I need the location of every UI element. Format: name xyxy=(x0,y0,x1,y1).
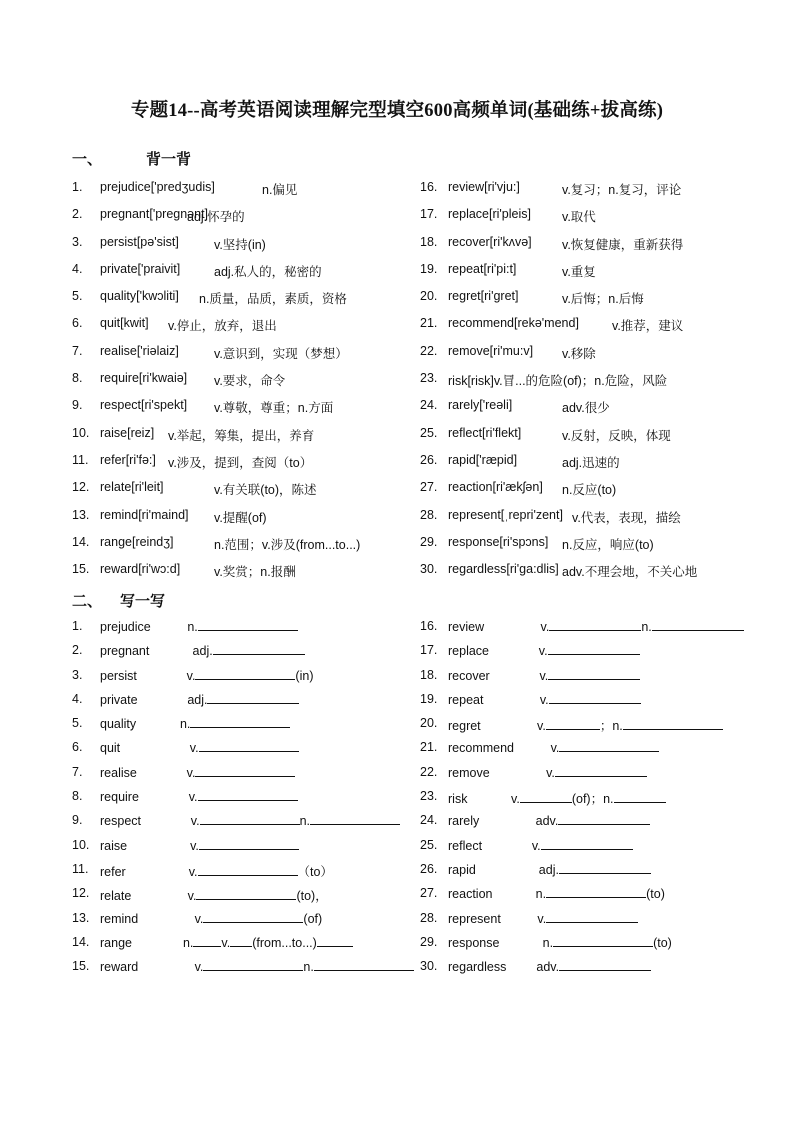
answer-blank[interactable] xyxy=(548,668,640,680)
practice-line xyxy=(100,886,328,904)
entry-number: 25. xyxy=(420,425,438,440)
entry-number: 1. xyxy=(72,180,83,194)
answer-blank[interactable] xyxy=(520,791,572,803)
entry-word: remove xyxy=(448,765,490,780)
blank-suffix: n. xyxy=(299,814,311,829)
entry-number: 29. xyxy=(420,934,438,949)
entry-word: reward[ri'wɔ:d] xyxy=(100,562,181,577)
entry-number: 9. xyxy=(72,398,83,413)
entry-word: persist xyxy=(100,668,137,683)
entry-word: repeat[ri'pi:t] xyxy=(448,261,517,276)
entry-word: repeat xyxy=(448,692,484,707)
answer-blank[interactable] xyxy=(213,643,305,655)
entry-word: require[ri'kwaiə] xyxy=(100,371,188,386)
entry-word: reflect[ri'flekt] xyxy=(448,425,522,440)
entry-number: 16. xyxy=(420,619,438,633)
entry-word: replace xyxy=(448,644,489,659)
entry-number: 8. xyxy=(72,789,83,804)
entry-word: recover xyxy=(448,668,490,683)
practice-line xyxy=(448,935,672,950)
answer-blank[interactable] xyxy=(230,935,252,947)
entry-number: 16. xyxy=(420,180,438,194)
entry-number: 15. xyxy=(72,562,90,577)
entry-word: raise xyxy=(100,838,128,853)
part-of-speech: v. xyxy=(188,790,198,805)
entry-meaning: v.尊敬，尊重；n.方面 xyxy=(214,401,334,416)
practice-line xyxy=(100,838,299,853)
entry-number: 12. xyxy=(72,480,90,495)
blank-suffix: v. xyxy=(221,935,231,950)
entry-number: 11. xyxy=(72,452,89,467)
answer-blank[interactable] xyxy=(198,789,298,801)
entry-meaning: adj.私人的，秘密的 xyxy=(214,264,322,279)
entry-word: risk[risk]v.冒...的危险(of)；n.危险，风险 xyxy=(448,374,668,389)
practice-line xyxy=(100,619,298,634)
answer-blank[interactable] xyxy=(198,864,298,876)
answer-blank[interactable] xyxy=(207,692,299,704)
entry-meaning: v.推荐，建议 xyxy=(612,319,684,334)
entry-number: 26. xyxy=(420,861,438,876)
practice-line xyxy=(100,862,333,880)
entry-meaning: n.范围；v.涉及(from...to...) xyxy=(214,537,361,552)
practice-line xyxy=(100,911,322,926)
answer-blank[interactable] xyxy=(203,959,303,971)
answer-blank[interactable] xyxy=(198,619,298,631)
entry-number: 8. xyxy=(72,371,83,386)
entry-word: remind[ri'maind] xyxy=(100,507,189,522)
practice-line xyxy=(448,959,651,974)
entry-word: range[reindʒ] xyxy=(100,534,174,549)
page-title: 专题14--高考英语阅读理解完型填空600高频单词(基础练+拔高练) xyxy=(130,101,664,121)
entry-word: risk xyxy=(448,792,468,807)
practice-line xyxy=(100,740,299,755)
entry-number: 30. xyxy=(420,959,438,974)
entry-number: 26. xyxy=(420,452,438,467)
entry-number: 12. xyxy=(72,886,90,901)
entry-meaning: v.举起，筹集，提出，养育 xyxy=(168,428,315,443)
part-of-speech: adv. xyxy=(535,814,559,829)
answer-blank[interactable] xyxy=(623,718,723,730)
practice-line xyxy=(100,935,353,950)
entry-number: 20. xyxy=(420,716,438,731)
entry-meaning: v.代表，表现，描绘 xyxy=(572,510,681,525)
entry-word: recommend[rekə'mend] xyxy=(448,316,579,331)
entry-number: 14. xyxy=(72,934,90,949)
practice-line xyxy=(100,716,290,731)
entry-meaning: v.重复 xyxy=(562,264,596,279)
entry-word: reflect xyxy=(448,838,483,853)
entry-number: 3. xyxy=(72,234,83,249)
entry-meaning: v.复习；n.复习，评论 xyxy=(562,183,682,197)
blank-suffix: (of)；n. xyxy=(571,792,614,807)
blank-suffix: （to） xyxy=(297,864,333,879)
practice-line xyxy=(100,643,305,658)
entry-word: require xyxy=(100,790,139,805)
entry-meaning: v.恢复健康，重新获得 xyxy=(562,237,684,252)
part-of-speech: v. xyxy=(186,668,196,683)
entry-number: 2. xyxy=(72,207,83,222)
practice-line xyxy=(448,668,640,683)
entry-number: 13. xyxy=(72,910,90,925)
entry-word: raise[reiz] xyxy=(100,425,155,440)
practice-line xyxy=(448,765,647,780)
entry-number: 4. xyxy=(72,691,83,706)
entry-word: regardless xyxy=(448,960,507,975)
entry-number: 11. xyxy=(72,861,89,876)
entry-word: represent[ˌrepri'zent] xyxy=(448,507,563,522)
entry-word: response[ri'spɔns] xyxy=(448,534,549,549)
entry-meaning: n.质量，品质，素质，资格 xyxy=(199,292,347,307)
entry-word: quality xyxy=(100,717,137,732)
practice-line xyxy=(448,911,638,926)
answer-blank[interactable] xyxy=(546,718,600,730)
part-of-speech: v. xyxy=(190,838,199,853)
entry-meaning: n.偏见 xyxy=(262,183,298,197)
answer-blank[interactable] xyxy=(549,619,641,631)
part-of-speech: adj. xyxy=(192,644,213,659)
part-of-speech: v. xyxy=(188,864,198,879)
practice-line xyxy=(448,643,640,658)
answer-blank[interactable] xyxy=(196,888,296,900)
practice-line xyxy=(448,619,744,634)
answer-blank[interactable] xyxy=(190,716,290,728)
part-of-speech: adj. xyxy=(187,692,208,707)
entry-number: 27. xyxy=(420,480,438,495)
blank-suffix: (to) xyxy=(646,887,665,902)
entry-number: 3. xyxy=(72,667,83,682)
blank-suffix: ；n. xyxy=(599,719,623,734)
entry-word: realise xyxy=(100,765,137,780)
entry-number: 14. xyxy=(72,534,90,549)
part-of-speech: v. xyxy=(540,620,550,634)
entry-word: rarely xyxy=(448,814,480,829)
answer-blank[interactable] xyxy=(559,862,651,874)
part-of-speech: n. xyxy=(182,935,194,950)
entry-word: refer xyxy=(100,864,126,879)
entry-word: rarely['reəli] xyxy=(448,398,513,413)
entry-number: 6. xyxy=(72,740,83,755)
entry-number: 30. xyxy=(420,562,438,577)
practice-line xyxy=(448,813,650,828)
answer-blank[interactable] xyxy=(559,740,659,752)
section-label: 背一背 xyxy=(146,152,192,168)
entry-word: private['praivit] xyxy=(100,261,181,276)
entry-word: persist[pə'sist] xyxy=(100,234,179,249)
entry-number: 7. xyxy=(72,343,83,358)
part-of-speech: v. xyxy=(539,692,549,707)
entry-word: reaction[ri'ækʃən] xyxy=(448,480,543,495)
entry-number: 17. xyxy=(420,207,438,222)
entry-meaning: v.停止，放弃，退出 xyxy=(168,319,277,334)
entry-number: 28. xyxy=(420,507,438,522)
entry-meaning: v.涉及，提到，查阅（to） xyxy=(168,455,313,470)
entry-number: 1. xyxy=(72,619,83,633)
entry-meaning: v.坚持(in) xyxy=(214,237,266,252)
practice-line xyxy=(100,813,400,828)
entry-word: represent xyxy=(448,911,501,926)
part-of-speech: v. xyxy=(189,741,199,756)
entry-number: 24. xyxy=(420,813,438,828)
answer-blank[interactable] xyxy=(555,765,647,777)
part-of-speech: v. xyxy=(187,889,197,904)
entry-number: 29. xyxy=(420,534,438,549)
answer-blank[interactable] xyxy=(195,765,295,777)
entry-word: recommend xyxy=(448,741,514,756)
blank-suffix: (to)， xyxy=(296,889,328,904)
entry-meaning: v.提醒(of) xyxy=(214,510,267,525)
blank-suffix: (to) xyxy=(653,935,672,950)
part-of-speech: v. xyxy=(537,719,546,734)
part-of-speech: v. xyxy=(546,765,555,780)
practice-line xyxy=(448,716,723,734)
practice-line xyxy=(100,765,295,780)
entry-number: 27. xyxy=(420,886,438,901)
part-of-speech: v. xyxy=(531,838,541,853)
answer-blank[interactable] xyxy=(200,813,300,825)
answer-blank[interactable] xyxy=(199,838,299,850)
entry-meaning: v.要求，命令 xyxy=(214,374,286,389)
entry-number: 18. xyxy=(420,667,438,682)
answer-blank[interactable] xyxy=(546,886,646,898)
part-of-speech: v. xyxy=(550,741,560,756)
entry-meaning: adj.怀孕的 xyxy=(187,210,245,225)
entry-meaning: adv.不理会地，不关心地 xyxy=(562,565,698,580)
entry-word: relate xyxy=(100,889,132,904)
answer-blank[interactable] xyxy=(558,813,650,825)
answer-blank[interactable] xyxy=(548,643,640,655)
part-of-speech: v. xyxy=(186,765,196,780)
practice-line xyxy=(448,886,665,901)
answer-blank[interactable] xyxy=(314,959,414,971)
entry-number: 9. xyxy=(72,813,83,828)
entry-number: 5. xyxy=(72,289,83,304)
entry-word: pregnant['pregnənt] xyxy=(100,207,209,222)
answer-blank[interactable] xyxy=(193,935,221,947)
entry-number: 22. xyxy=(420,764,438,779)
answer-blank[interactable] xyxy=(195,668,295,680)
entry-meaning: n.反应，响应(to) xyxy=(562,537,654,552)
answer-blank[interactable] xyxy=(310,813,400,825)
answer-blank[interactable] xyxy=(541,838,633,850)
entry-number: 23. xyxy=(420,789,438,804)
entry-word: rapid['ræpid] xyxy=(448,452,518,467)
entry-word: recover[ri'kʌvə] xyxy=(448,234,532,249)
entry-word: reward xyxy=(100,960,139,975)
part-of-speech: n. xyxy=(179,717,191,732)
entry-word: prejudice['predʒudis] xyxy=(100,180,215,194)
entry-meaning: v.奖赏；n.报酬 xyxy=(214,565,296,580)
section-recite-heading xyxy=(72,148,191,169)
part-of-speech: n. xyxy=(542,935,554,950)
entry-number: 21. xyxy=(420,316,438,331)
entry-number: 24. xyxy=(420,398,438,413)
answer-blank[interactable] xyxy=(199,740,299,752)
part-of-speech: v. xyxy=(194,911,204,926)
blank-suffix: n. xyxy=(303,960,314,975)
entry-number: 28. xyxy=(420,910,438,925)
entry-meaning: v.移除 xyxy=(562,346,596,361)
entry-word: quit xyxy=(100,741,121,756)
entry-number: 21. xyxy=(420,740,438,755)
entry-number: 10. xyxy=(72,425,90,440)
entry-word: realise['riəlaiz] xyxy=(100,343,179,358)
entry-word: respect[ri'spekt] xyxy=(100,398,188,413)
section-label: 写一写 xyxy=(120,594,166,610)
blank-suffix: (in) xyxy=(295,668,314,683)
entry-word: regret xyxy=(448,719,481,734)
entry-number: 2. xyxy=(72,643,83,658)
entry-word: reaction xyxy=(448,887,493,902)
entry-number: 22. xyxy=(420,343,438,358)
answer-blank[interactable] xyxy=(652,619,744,631)
part-of-speech: v. xyxy=(511,792,520,807)
entry-number: 5. xyxy=(72,716,83,731)
section-number: 一、 xyxy=(72,152,103,168)
blank-suffix: n. xyxy=(641,620,652,634)
entry-number: 7. xyxy=(72,764,83,779)
entry-meaning: adv.很少 xyxy=(562,401,610,416)
part-of-speech: n. xyxy=(535,887,547,902)
answer-blank[interactable] xyxy=(614,791,666,803)
entry-word: refer[ri'fə:] xyxy=(100,452,156,467)
part-of-speech: v. xyxy=(190,814,200,829)
entry-number: 13. xyxy=(72,507,90,522)
part-of-speech: v. xyxy=(194,960,204,975)
entry-meaning: n.反应(to) xyxy=(562,483,617,498)
section-number: 二、 xyxy=(72,594,103,610)
practice-line xyxy=(448,862,651,877)
practice-line xyxy=(100,668,313,683)
entry-word: respect xyxy=(100,814,141,829)
entry-meaning: v.反射，反映，体现 xyxy=(562,428,671,443)
entry-number: 19. xyxy=(420,261,438,276)
entry-meaning: v.意识到，实现（梦想） xyxy=(214,346,348,361)
practice-line xyxy=(100,789,298,804)
entry-word: quit[kwit] xyxy=(100,316,149,331)
answer-blank[interactable] xyxy=(549,692,641,704)
practice-line xyxy=(448,789,666,807)
entry-number: 6. xyxy=(72,316,83,331)
entry-word: regardless[ri'ga:dlis] xyxy=(448,562,559,577)
entry-number: 4. xyxy=(72,261,83,276)
entry-number: 10. xyxy=(72,837,90,852)
part-of-speech: v. xyxy=(537,911,547,926)
entry-number: 20. xyxy=(420,289,438,304)
practice-line xyxy=(448,740,659,755)
entry-word: rapid xyxy=(448,862,476,877)
answer-blank[interactable] xyxy=(546,911,638,923)
answer-blank[interactable] xyxy=(559,959,651,971)
entry-word: prejudice xyxy=(100,620,151,634)
answer-blank[interactable] xyxy=(203,911,303,923)
entry-word: private xyxy=(100,692,138,707)
entry-meaning: adj.迅速的 xyxy=(562,455,620,470)
entry-number: 19. xyxy=(420,691,438,706)
part-of-speech: adv. xyxy=(536,960,560,975)
practice-line xyxy=(448,692,641,707)
practice-line xyxy=(100,959,414,974)
entry-word: range xyxy=(100,935,132,950)
entry-meaning: v.后悔；n.后悔 xyxy=(562,292,644,307)
part-of-speech: v. xyxy=(538,644,548,659)
entry-number: 18. xyxy=(420,234,438,249)
section-write-heading xyxy=(72,590,165,611)
answer-blank[interactable] xyxy=(553,935,653,947)
entry-number: 23. xyxy=(420,371,438,386)
entry-number: 25. xyxy=(420,837,438,852)
entry-word: remind xyxy=(100,911,139,926)
entry-word: replace[ri'pleis] xyxy=(448,207,531,222)
blank-suffix: (from...to...) xyxy=(252,935,317,950)
entry-word: review xyxy=(448,620,485,634)
part-of-speech: v. xyxy=(539,668,549,683)
entry-word: regret[ri'gret] xyxy=(448,289,519,304)
practice-line xyxy=(448,838,633,853)
entry-number: 15. xyxy=(72,959,90,974)
entry-word: remove[ri'mu:v] xyxy=(448,343,534,358)
part-of-speech: adj. xyxy=(538,862,559,877)
entry-meaning: v.有关联(to)，陈述 xyxy=(214,483,317,498)
blank-suffix: (of) xyxy=(303,911,323,926)
entry-number: 17. xyxy=(420,643,438,658)
entry-word: quality['kwɔliti] xyxy=(100,289,179,304)
part-of-speech: n. xyxy=(187,620,198,634)
entry-word: pregnant xyxy=(100,644,150,659)
answer-blank[interactable] xyxy=(317,935,353,947)
entry-meaning: v.取代 xyxy=(562,210,596,225)
entry-word: response xyxy=(448,935,500,950)
entry-word: relate[ri'leit] xyxy=(100,480,164,495)
entry-word: review[ri'vju:] xyxy=(448,180,520,194)
practice-line xyxy=(100,692,299,707)
